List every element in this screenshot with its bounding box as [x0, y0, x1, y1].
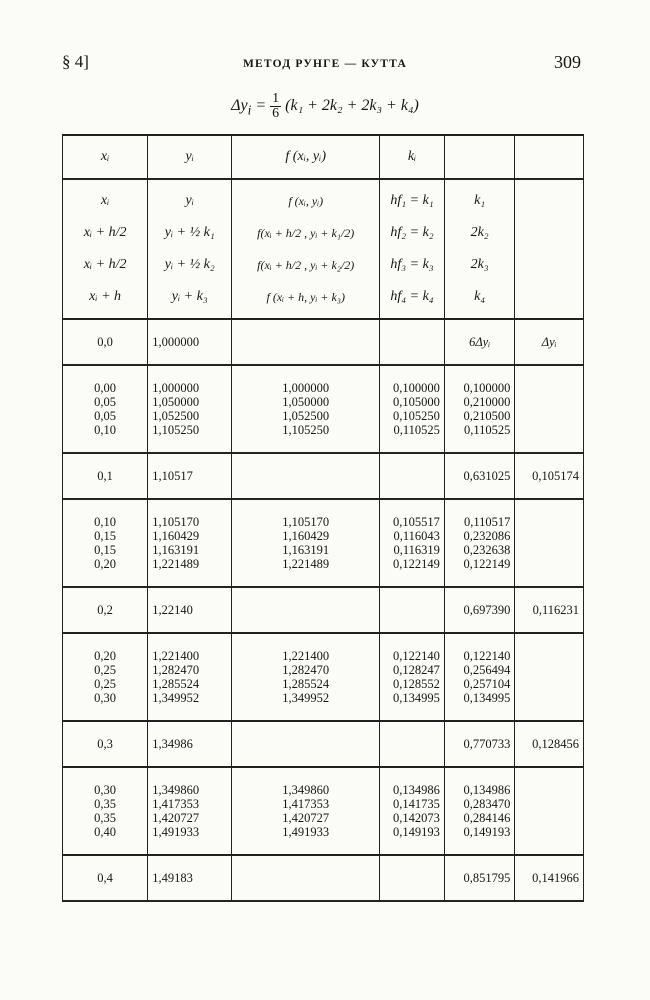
- table-row: [63, 499, 584, 587]
- k-group: [380, 767, 445, 855]
- mult-value: 0,149193: [463, 825, 511, 839]
- f-value: 1,417353: [282, 797, 330, 811]
- table-row: [63, 855, 584, 901]
- formula-lhs: Δy: [231, 97, 248, 115]
- delta-y: 0,128456: [515, 721, 584, 767]
- scheme-mult: 2k₃: [470, 257, 489, 272]
- runge-kutta-table: [62, 134, 584, 902]
- y-value: 1,050000: [152, 395, 200, 409]
- f-group: [232, 365, 380, 453]
- mult-value: 0,232086: [463, 529, 511, 543]
- empty-cell: [380, 319, 445, 365]
- y-value: 1,22140: [148, 587, 232, 633]
- f-value: 1,000000: [282, 381, 330, 395]
- scheme-k: hf₄ = k₄: [390, 289, 434, 304]
- x-value: 0,25: [94, 677, 117, 691]
- formula-fraction: [270, 92, 281, 121]
- formula-frac-num: 1: [272, 91, 280, 106]
- scheme-x: xᵢ + h/2: [83, 257, 127, 272]
- scheme-x: xᵢ: [100, 193, 110, 208]
- f-value: 1,420727: [282, 811, 330, 825]
- f-value: 1,163191: [282, 543, 330, 557]
- running-title: МЕТОД РУНГЕ — КУТТА: [243, 58, 407, 70]
- mult-value: 0,100000: [463, 381, 511, 395]
- empty-cell: [232, 587, 380, 633]
- table-row: [63, 365, 584, 453]
- formula-lhs-sub: i: [247, 102, 252, 118]
- f-group: [232, 633, 380, 721]
- k-value: 0,134995: [393, 691, 440, 705]
- y-group: [148, 767, 232, 855]
- y-value: 1,349860: [152, 783, 200, 797]
- f-value: 1,491933: [282, 825, 330, 839]
- f-value: 1,105170: [282, 515, 330, 529]
- sum-6dy: 0,697390: [444, 587, 515, 633]
- scheme-f: f (xᵢ, yᵢ): [288, 194, 324, 208]
- y-value: 1,285524: [152, 677, 200, 691]
- k-value: 0,116043: [393, 529, 440, 543]
- scheme-y: yᵢ + k₃: [171, 289, 208, 304]
- y-value: 1,221400: [152, 649, 200, 663]
- col-header-y: yᵢ: [148, 135, 232, 179]
- scheme-f: f(xᵢ + h/2 , yᵢ + k₁/2): [257, 226, 355, 240]
- scheme-k: hf₃ = k₃: [390, 257, 434, 272]
- table-row: [63, 767, 584, 855]
- col5-label: 6Δyᵢ: [444, 319, 515, 365]
- k-value: 0,105517: [393, 515, 440, 529]
- mult-value: 0,257104: [463, 677, 511, 691]
- y-value: 1,000000: [148, 319, 232, 365]
- f-value: 1,160429: [282, 529, 330, 543]
- x-value: 0,00: [94, 381, 117, 395]
- empty-cell: [232, 453, 380, 499]
- empty-cell: [380, 721, 445, 767]
- table-row: [63, 319, 584, 365]
- x-value: 0,15: [94, 529, 117, 543]
- k-value: 0,105250: [393, 409, 440, 423]
- y-value: 1,163191: [152, 543, 200, 557]
- formula-rhs: (k₁ + 2k₂ + 2k₃ + k₄): [285, 97, 419, 115]
- scheme-row: [63, 179, 584, 319]
- scheme-mult: k₁: [474, 193, 486, 208]
- scheme-y-cell: [148, 179, 232, 319]
- x-value: 0,35: [94, 811, 117, 825]
- x-value: 0,10: [94, 423, 117, 437]
- col6-label: Δyᵢ: [515, 319, 584, 365]
- scheme-mult-cell: [444, 179, 515, 319]
- y-value: 1,420727: [152, 811, 200, 825]
- mult-value: 0,110525: [463, 423, 511, 437]
- mult-value: 0,110517: [463, 515, 511, 529]
- x-value: 0,05: [94, 395, 117, 409]
- x-value: 0,20: [94, 649, 117, 663]
- x-group: [63, 365, 148, 453]
- y-value: 1,052500: [152, 409, 200, 423]
- x-group: [63, 633, 148, 721]
- k-value: 0,116319: [393, 543, 440, 557]
- scheme-x: xᵢ + h: [89, 289, 122, 304]
- y-value: 1,221489: [152, 557, 200, 571]
- f-group: [232, 767, 380, 855]
- f-value: 1,349952: [282, 691, 330, 705]
- mult-group: [444, 767, 515, 855]
- sum-6dy: 0,851795: [444, 855, 515, 901]
- section-mark: § 4]: [62, 52, 89, 71]
- k-value: 0,141735: [393, 797, 440, 811]
- mult-value: 0,232638: [463, 543, 511, 557]
- mult-value: 0,122149: [463, 557, 511, 571]
- f-group: [232, 499, 380, 587]
- scheme-y: yᵢ + ½ k₁: [164, 225, 215, 240]
- scheme-mult: 2k₂: [470, 225, 489, 240]
- scheme-empty-cell: [515, 179, 584, 319]
- x-group: [63, 499, 148, 587]
- x-value: 0,15: [94, 543, 117, 557]
- k-value: 0,122140: [393, 649, 440, 663]
- empty-cell: [380, 453, 445, 499]
- col-header-f: f (xᵢ, yᵢ): [232, 135, 380, 179]
- x-value: 0,40: [94, 825, 117, 839]
- y-value: 1,105170: [152, 515, 200, 529]
- scheme-x: xᵢ + h/2: [83, 225, 127, 240]
- x-value: 0,4: [63, 855, 148, 901]
- mult-value: 0,210500: [463, 409, 511, 423]
- f-value: 1,052500: [282, 409, 330, 423]
- k-group: [380, 633, 445, 721]
- x-value: 0,0: [63, 319, 148, 365]
- scheme-y: yᵢ: [185, 193, 194, 208]
- scheme-mult: k₄: [474, 289, 486, 304]
- y-value: 1,10517: [148, 453, 232, 499]
- mult-group: [444, 365, 515, 453]
- table-header-row: [63, 135, 584, 179]
- x-value: 0,3: [63, 721, 148, 767]
- table-row: [63, 587, 584, 633]
- col-header-k: kᵢ: [380, 135, 445, 179]
- k-value: 0,105000: [393, 395, 440, 409]
- mult-value: 0,134995: [463, 691, 511, 705]
- f-value: 1,349860: [282, 783, 330, 797]
- empty-cell: [515, 767, 584, 855]
- delta-y: 0,105174: [515, 453, 584, 499]
- y-value: 1,491933: [152, 825, 200, 839]
- k-value: 0,128247: [393, 663, 440, 677]
- page-number: 309: [554, 52, 581, 72]
- x-value: 0,35: [94, 797, 117, 811]
- scheme-k: hf₂ = k₂: [390, 225, 434, 240]
- scheme-y: yᵢ + ½ k₂: [164, 257, 215, 272]
- runge-kutta-formula: [0, 92, 650, 121]
- scheme-k: hf₁ = k₁: [390, 193, 434, 208]
- x-value: 0,30: [94, 783, 117, 797]
- y-group: [148, 633, 232, 721]
- col-header-6: [515, 135, 584, 179]
- col-header-5: [444, 135, 515, 179]
- k-group: [380, 365, 445, 453]
- f-value: 1,105250: [282, 423, 330, 437]
- f-value: 1,221489: [282, 557, 330, 571]
- empty-cell: [232, 855, 380, 901]
- empty-cell: [232, 319, 380, 365]
- table-row: [63, 633, 584, 721]
- k-value: 0,149193: [393, 825, 440, 839]
- scheme-f: f (xᵢ + h, yᵢ + k₃): [266, 290, 345, 304]
- mult-value: 0,210000: [463, 395, 511, 409]
- empty-cell: [515, 499, 584, 587]
- mult-value: 0,256494: [463, 663, 511, 677]
- y-group: [148, 365, 232, 453]
- mult-value: 0,284146: [463, 811, 511, 825]
- f-value: 1,050000: [282, 395, 330, 409]
- x-group: [63, 767, 148, 855]
- y-value: 1,417353: [152, 797, 200, 811]
- scheme-k-cell: [380, 179, 445, 319]
- table-row: [63, 721, 584, 767]
- scheme-f-cell: [232, 179, 380, 319]
- mult-group: [444, 633, 515, 721]
- f-value: 1,285524: [282, 677, 330, 691]
- mult-value: 0,134986: [463, 783, 511, 797]
- y-value: 1,49183: [148, 855, 232, 901]
- y-value: 1,34986: [148, 721, 232, 767]
- x-value: 0,30: [94, 691, 117, 705]
- x-value: 0,10: [94, 515, 117, 529]
- empty-cell: [380, 855, 445, 901]
- empty-cell: [380, 587, 445, 633]
- col-header-x: xᵢ: [63, 135, 148, 179]
- x-value: 0,20: [94, 557, 117, 571]
- y-value: 1,105250: [152, 423, 200, 437]
- y-value: 1,160429: [152, 529, 200, 543]
- sum-6dy: 0,631025: [444, 453, 515, 499]
- k-value: 0,128552: [393, 677, 440, 691]
- empty-cell: [232, 721, 380, 767]
- scheme-x-cell: [63, 179, 148, 319]
- x-value: 0,25: [94, 663, 117, 677]
- k-group: [380, 499, 445, 587]
- delta-y: 0,141966: [515, 855, 584, 901]
- mult-value: 0,122140: [463, 649, 511, 663]
- mult-value: 0,283470: [463, 797, 511, 811]
- y-value: 1,282470: [152, 663, 200, 677]
- k-value: 0,142073: [393, 811, 440, 825]
- k-value: 0,110525: [393, 423, 440, 437]
- sum-6dy: 0,770733: [444, 721, 515, 767]
- y-value: 1,349952: [152, 691, 200, 705]
- formula-frac-den: 6: [272, 106, 280, 121]
- x-value: 0,2: [63, 587, 148, 633]
- x-value: 0,05: [94, 409, 117, 423]
- mult-group: [444, 499, 515, 587]
- k-value: 0,134986: [393, 783, 440, 797]
- y-value: 1,000000: [152, 381, 200, 395]
- formula-eq: =: [251, 97, 271, 115]
- empty-cell: [515, 633, 584, 721]
- y-group: [148, 499, 232, 587]
- f-value: 1,221400: [282, 649, 330, 663]
- x-value: 0,1: [63, 453, 148, 499]
- k-value: 0,100000: [393, 381, 440, 395]
- delta-y: 0,116231: [515, 587, 584, 633]
- scheme-f: f(xᵢ + h/2 , yᵢ + k₂/2): [257, 258, 355, 272]
- empty-cell: [515, 365, 584, 453]
- f-value: 1,282470: [282, 663, 330, 677]
- table-row: [63, 453, 584, 499]
- k-value: 0,122149: [393, 557, 440, 571]
